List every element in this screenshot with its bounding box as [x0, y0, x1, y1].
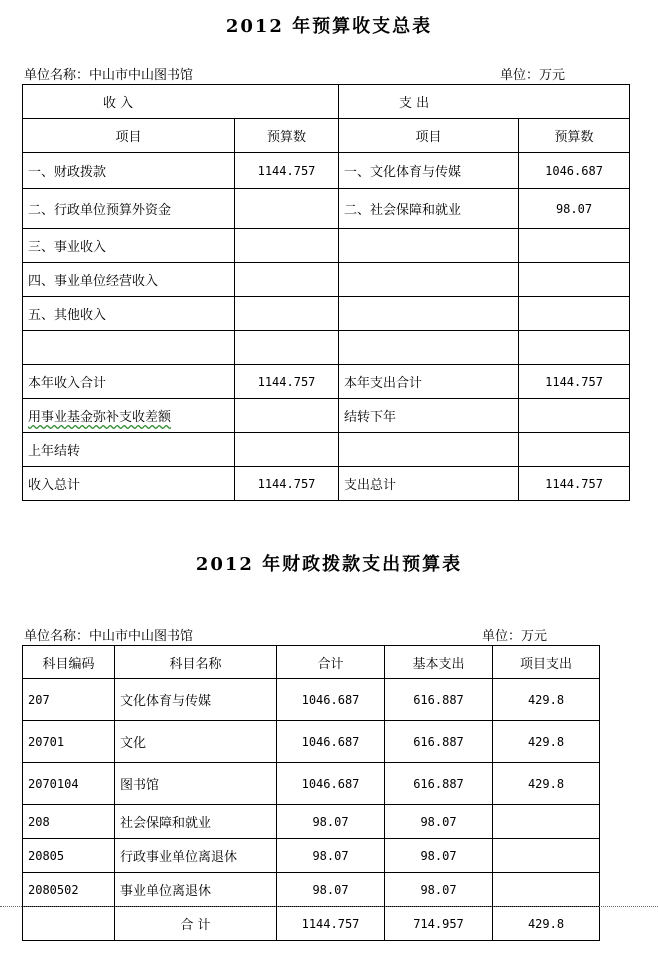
subject-name: 文化: [115, 721, 277, 763]
total-basic-value: 714.957: [385, 907, 493, 941]
expense-item: [339, 433, 519, 467]
total-project-value: 429.8: [493, 907, 600, 941]
expense-item: [339, 263, 519, 297]
table-row: [23, 229, 630, 263]
income-item: 收入总计: [23, 467, 235, 501]
expense-value: 1144.757: [519, 467, 630, 501]
table-row: [23, 679, 600, 721]
table-row: [23, 433, 630, 467]
income-item: 一、财政拨款: [23, 153, 235, 189]
project-value: [493, 839, 600, 873]
expense-value: [519, 229, 630, 263]
expense-value: [519, 331, 630, 365]
appropriation-table: [22, 645, 600, 941]
table-row: [23, 763, 600, 805]
table1-unit: 单位：万元: [500, 68, 566, 83]
subject-code: 207: [23, 679, 115, 721]
basic-value: 98.07: [385, 839, 493, 873]
subject-name: 事业单位离退休: [115, 873, 277, 907]
subject-code: 2080502: [23, 873, 115, 907]
income-item: 上年结转: [23, 433, 235, 467]
income-value: 1144.757: [235, 153, 339, 189]
income-value: 1144.757: [235, 467, 339, 501]
expense-budget-header: 预算数: [519, 119, 630, 153]
project-value: [493, 873, 600, 907]
project-value: 429.8: [493, 721, 600, 763]
page-break-line: [0, 906, 658, 907]
expense-item: 结转下年: [339, 399, 519, 433]
total-row-code: [23, 907, 115, 941]
income-item: 本年收入合计: [23, 365, 235, 399]
table-row: [23, 365, 630, 399]
subject-code: 208: [23, 805, 115, 839]
name-header: 科目名称: [115, 646, 277, 679]
expense-value: [519, 263, 630, 297]
subject-name: 社会保障和就业: [115, 805, 277, 839]
table2-unit-name: 单位名称：中山市中山图书馆: [24, 629, 194, 644]
table-row: [23, 153, 630, 189]
total-value: 98.07: [277, 873, 385, 907]
basic-value: 616.887: [385, 763, 493, 805]
basic-value: 98.07: [385, 873, 493, 907]
budget-summary-table: [22, 84, 630, 501]
basic-header: 基本支出: [385, 646, 493, 679]
income-value: [235, 399, 339, 433]
expense-value: 1144.757: [519, 365, 630, 399]
total-total-value: 1144.757: [277, 907, 385, 941]
income-value: [235, 297, 339, 331]
income-value: [235, 189, 339, 229]
expense-item: 本年支出合计: [339, 365, 519, 399]
code-header: 科目编码: [23, 646, 115, 679]
income-item: 三、事业收入: [23, 229, 235, 263]
expense-item: [339, 297, 519, 331]
income-value: [235, 229, 339, 263]
expense-item: 二、社会保障和就业: [339, 189, 519, 229]
expense-value: [519, 433, 630, 467]
subject-name: 行政事业单位离退休: [115, 839, 277, 873]
expense-item: 一、文化体育与传媒: [339, 153, 519, 189]
table-row: [23, 331, 630, 365]
expense-header: 支 出: [339, 85, 630, 119]
income-value: [235, 433, 339, 467]
income-header: 收 入: [23, 85, 339, 119]
project-value: [493, 805, 600, 839]
basic-value: 98.07: [385, 805, 493, 839]
subject-code: 2070104: [23, 763, 115, 805]
table-row: [23, 873, 600, 907]
income-value: 1144.757: [235, 365, 339, 399]
subject-code: 20701: [23, 721, 115, 763]
expense-value: 1046.687: [519, 153, 630, 189]
table1-section-header-row: [23, 85, 630, 119]
expense-value: [519, 297, 630, 331]
total-label: 合 计: [115, 907, 277, 941]
expense-item: [339, 331, 519, 365]
table1-column-header-row: [23, 119, 630, 153]
total-value: 1046.687: [277, 763, 385, 805]
table-row: [23, 399, 630, 433]
total-header: 合计: [277, 646, 385, 679]
table2-total-row: [23, 907, 600, 941]
project-value: 429.8: [493, 679, 600, 721]
expense-item: [339, 229, 519, 263]
project-header: 项目支出: [493, 646, 600, 679]
table-row: [23, 467, 630, 501]
table1-unit-name: 单位名称：中山市中山图书馆: [24, 68, 194, 83]
subject-code: 20805: [23, 839, 115, 873]
table-row: [23, 263, 630, 297]
table-row: [23, 721, 600, 763]
table2-title: 2012 年财政拨款支出预算表: [195, 554, 463, 575]
income-budget-header: 预算数: [235, 119, 339, 153]
income-item: [23, 399, 235, 433]
expense-value: [519, 399, 630, 433]
table-row: [23, 839, 600, 873]
income-item: 四、事业单位经营收入: [23, 263, 235, 297]
income-item-text: 用事业基金弥补支收差额: [28, 410, 172, 425]
subject-name: 图书馆: [115, 763, 277, 805]
total-value: 1046.687: [277, 721, 385, 763]
table-row: [23, 805, 600, 839]
income-item: 五、其他收入: [23, 297, 235, 331]
income-value: [235, 331, 339, 365]
expense-item: 支出总计: [339, 467, 519, 501]
income-value: [235, 263, 339, 297]
income-item: [23, 331, 235, 365]
project-value: 429.8: [493, 763, 600, 805]
income-item-header: 项目: [23, 119, 235, 153]
basic-value: 616.887: [385, 721, 493, 763]
basic-value: 616.887: [385, 679, 493, 721]
table-row: [23, 297, 630, 331]
expense-value: 98.07: [519, 189, 630, 229]
table2-unit: 单位：万元: [482, 629, 548, 644]
total-value: 1046.687: [277, 679, 385, 721]
total-value: 98.07: [277, 805, 385, 839]
subject-name: 文化体育与传媒: [115, 679, 277, 721]
total-value: 98.07: [277, 839, 385, 873]
income-item: 二、行政单位预算外资金: [23, 189, 235, 229]
table2-header-row: [23, 646, 600, 679]
table-row: [23, 189, 630, 229]
expense-item-header: 项目: [339, 119, 519, 153]
table1-title: 2012 年预算收支总表: [225, 16, 433, 37]
